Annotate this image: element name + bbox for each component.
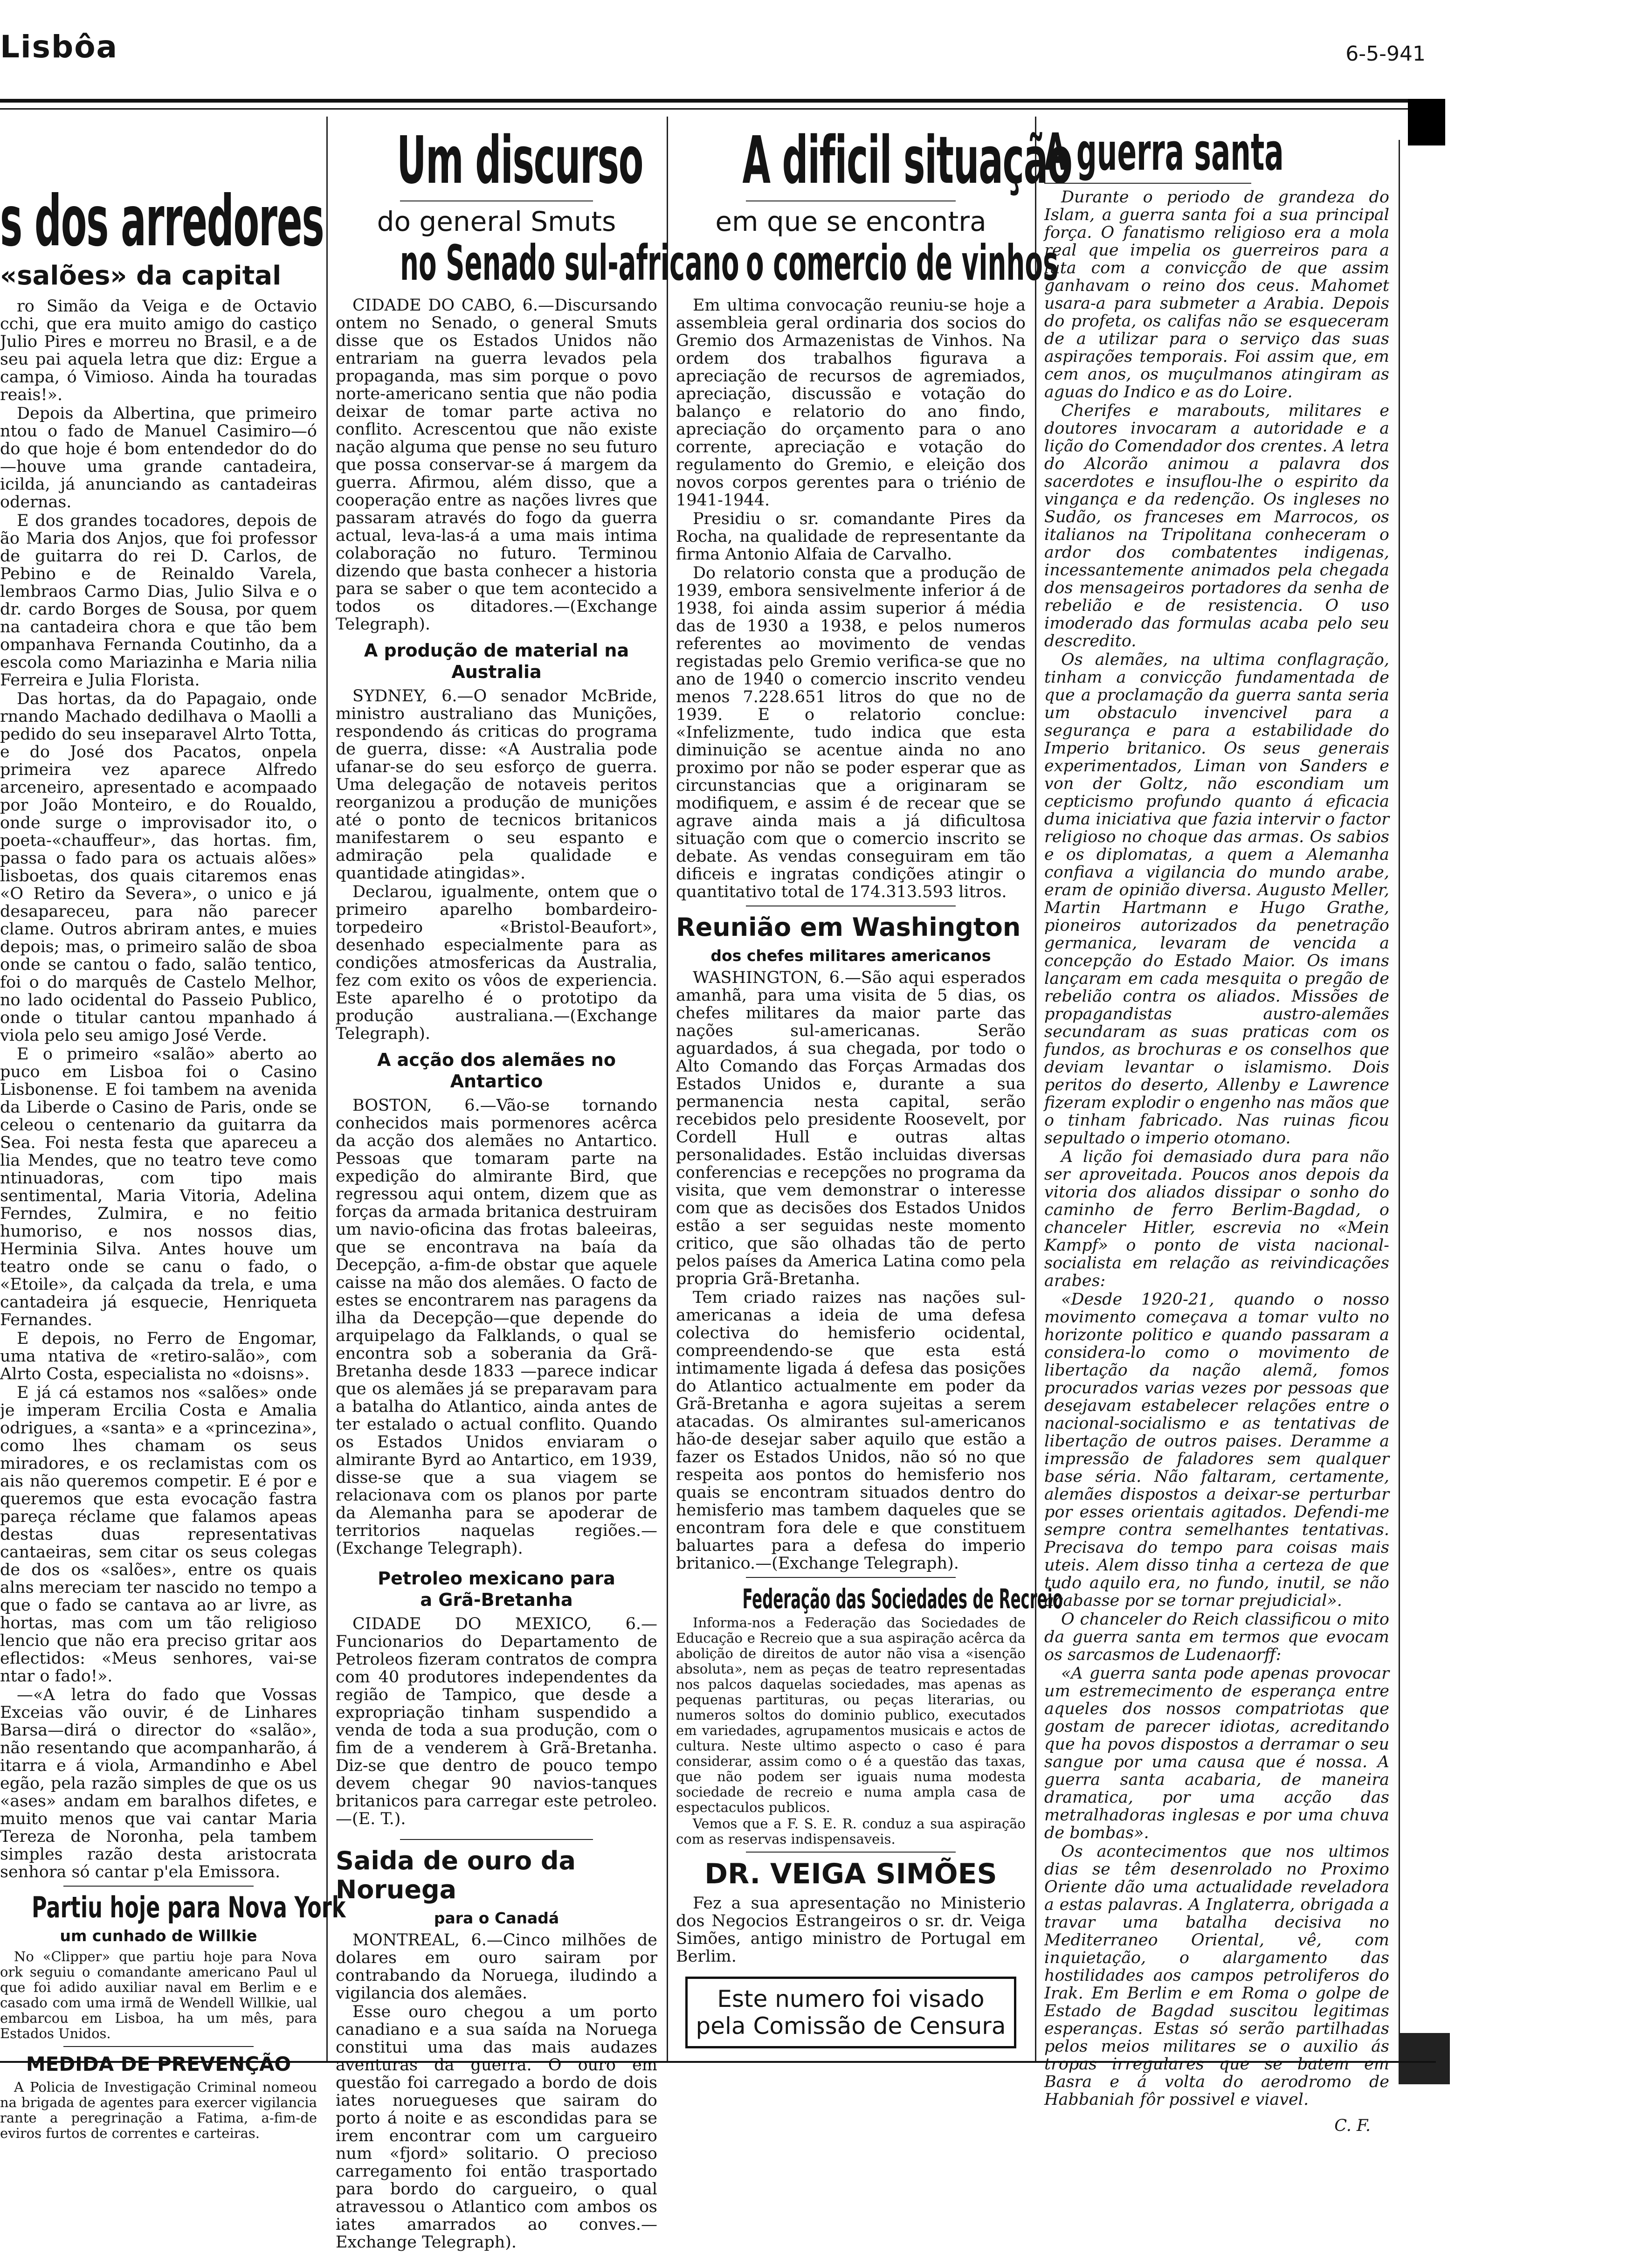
paragraph: Tem criado raizes nas nações sul-americanas a ideia de uma defesa colectiva do hemisferio ocidental, compreendendo-se que esta está intimamente ligada á defesa das posições do Atlantico actualmente em poder da Grã-Bretanha e agora sujeitas a serem atacadas. Os almirantes sul-americanos hão-de desejar saber aquilo que estão a fazer os Estados Unidos, não só no que respeita aos pontos do hemisferio nos quais se encontram situados dentro do hemisferio mas tambem daqueles que se encontram fora dele e que constituem baluartes para a defesa do imperio britanico.—(Exchange Telegraph). <box>676 1288 1026 1573</box>
paragraph: E já cá estamos nos «salões» onde je imperam Ercilia Costa e Amalia odrigues, a «santa» e a «princezina», como lhes chamam os seus miradores, e os reclamistas com os ais não queremos competir. E é por e queremos que esta evocação fastra pareça réclame que falamos apeas destas duas representativas cantaeiras, sem citar os seus colegas de dos os «salões», entre os quais alns mereciam ter nascido no tempo a que o fado se cantava ao ar livre, as hortas, mas com um tão religioso lencio que não era preciso gritar aos eflectidos: «Meus senhores, vai-se ntar o fado!». <box>0 1383 317 1686</box>
paragraph: Das hortas, da do Papagaio, onde rnando Machado dedilhava o Maolli a pedido do seu inseparavel Alrto Totta, e do José dos Pacatos, onpela primeira vez aparece Alfredo arceneiro, apresentado e acompaado por João Monteiro, e do Roualdo, onde surge o improvisador ito, o poeta-«chauffeur», das hortas. fim, passa o fado para os actuais alões» lisboetas, dos quais citaremos enas «O Retiro da Severa», o unico e já desapareceu, para não parecer clame. Outros abriram antes, e muies depois; mas, o primeiro salão de sboa onde se cantou o fado, salão tentico, foi o do marquês de Castelo Melhor, no lado ocidental do Passeio Publico, onde o titular cantou mpanhado á viola pelo seu amigo José Verde. <box>0 690 317 1045</box>
divider <box>1044 183 1251 184</box>
headline-federacao: Federação das Sociedades de Recreio <box>742 1583 1063 1615</box>
page-date: 6-5-941 <box>1345 42 1426 66</box>
headline-australia: A produção de material na Australia <box>364 640 629 682</box>
paragraph: E dos grandes tocadores, depois de ão Maria dos Anjos, que foi professor de guitarra do rei D. Carlos, de Pebino e de Reinaldo Varela, lembraos Carmo Dias, Julio Silva e o dr. cardo Borges de Sousa, por quem na cantadeira chora e que tão bem ompanhava Fernanda Coutinho, da a escola como Mariazinha e Maria nilia Ferreira e Julia Florista. <box>0 512 317 690</box>
subhead-canada: para o Canadá <box>434 1909 559 1927</box>
top-rule-thin <box>0 108 1436 110</box>
headline-dificil-situacao: A dificil situação <box>742 123 1072 199</box>
column-rule-1 <box>326 117 328 2061</box>
paragraph: Fez a sua apresentação no Ministerio dos Negocios Estrangeiros o sr. dr. Veiga Simões, antigo ministro de Portugal em Berlim. <box>676 1894 1026 1966</box>
divider <box>746 1577 956 1578</box>
headline-antartico: A acção dos alemães no Antartico <box>377 1050 616 1092</box>
paragraph: E depois, no Ferro de Engomar, uma ntativa de «retiro-salão», com Alrto Costa, especialista no «doisns». <box>0 1329 317 1383</box>
paragraph: «Desde 1920-21, quando o nosso movimento começava a tomar vulto no horizonte politico e quando passaram a considera-lo como o movimento de libertação da nação alemã, fomos procurados varias vezes por pessoas que desejavam estabelecer relações entre o nacional-socialismo e as tentativas de libertação de outros paises. Deramme a impressão de faladores sem qualquer base séria. Não faltaram, certamente, alemães dispostos a deixar-se perturbar por esses orientais agitados. Defendi-me sempre contra semelhantes tentativas. Precisava do tempo para coisas mais uteis. Alem disso tinha a certeza de que tudo aquilo era, no fundo, inutil, se não acabasse por se tornar prejudicial». <box>1044 1290 1389 1610</box>
censor-line-1: Este numero foi visado <box>717 1985 985 2012</box>
story-prevencao: A Policia de Investigação Criminal nomeou na brigada de agentes para exercer vigilancia rante a peregrinação a Fatima, a-fim-de eviros furtos de correntes e carteiras. <box>0 2079 317 2141</box>
deck-senado: no Senado sul-africano <box>400 235 739 291</box>
headline-prevencao: MEDIDA DE PREVENÇÃO <box>26 2053 291 2075</box>
top-rule <box>0 99 1436 103</box>
paragraph: SYDNEY, 6.—O senador McBride, ministro australiano das Munições, respondendo ás criticas do programa de guerra, disse: «A Australia pode ufanar-se do seu esforço de guerra. Uma delegação de notaveis peritos reorganizou a produção de munições até o ponto de tecnicos britanicos manifestarem o seu espanto e admiração pela qualidade e quantidade atingidas». <box>336 687 657 883</box>
paragraph: CIDADE DO MEXICO, 6.—Funcionarios do Departamento de Petroleos fizeram contratos de compra com 40 produtores independentes da região de Tampico, que desde a expropriação tinham suspendido a venda de toda a sua produção, com o fim de a venderem à Grã-Bretanha. Diz-se que dentro de pouco tempo devem chegar 90 navios-tanques britanicos para carregar este petroleo.—(E. T.). <box>336 1615 657 1828</box>
divider <box>63 2046 254 2047</box>
column-smuts <box>336 123 739 2252</box>
paragraph: Declarou, igualmente, ontem que o primeiro aparelho bombardeiro-torpedeiro «Bristol-Beaufort», desenhado especialmente para as condições atmosfericas da Australia, fez com exito os vôos de experiencia. Este aparelho é o prototipo da produção australiana.—(Exchange Telegraph). <box>336 883 657 1043</box>
deck-smuts: do general Smuts <box>377 206 616 237</box>
divider <box>746 1852 956 1853</box>
headline-washington: Reunião em Washington <box>676 913 1021 942</box>
paragraph: MONTREAL, 6.—Cinco milhões de dolares em ouro sairam por contrabando da Noruega, iludindo a vigilancia dos alemães. <box>336 1931 657 2003</box>
column-arredores <box>0 181 346 2141</box>
paragraph: WASHINGTON, 6.—São aqui esperados amanhã, para uma visita de 5 dias, os chefes militares da maior parte das nações sul-americanas. Serão aguardados, á sua chegada, por todo o Alto Comando das Forças Armadas dos Estados Unidos e, durante a sua permanencia nesta capital, serão recebidos pelo presidente Roosevelt, por Cordell Hull e outras altas personalidades. Estão incluidas diversas conferencias e recepções no programa da visita, que vem demonstrar o interesse com que as decisões dos Estados Unidos estão a ser seguidas neste momento critico, que são olhadas tão de perto pelos países da America Latina como pela propria Grã-Bretanha. <box>676 968 1026 1288</box>
paragraph: «A guerra santa pode apenas provocar um estremecimento de esperança entre aqueles dos nossos compatriotas que gostam de parecer idiotas, acreditando que ha povos dispostos a derramar o seu sangue por uma causa que é nossa. A guerra santa acabaria, de maneira dramatica, por uma acção das metralhadoras inglesas e por uma chuva de bombas». <box>1044 1664 1389 1842</box>
headline-discurso: Um discurso <box>397 123 643 199</box>
deck-encontra: em que se encontra <box>715 206 986 237</box>
censor-notice <box>685 1977 1016 2048</box>
paragraph: —«A letra do fado que Vossas Exceias vão ouvir, é de Linhares Barsa—dirá o director do «salão», não resentando que acompanharão, á itarra e á viola, Armandinho e Abel egão, pela razão simples de que os us «ases» andam em baralhos difetes, e muito menos que vai cantar Maria Tereza de Noronha, pela tambem simples razão desta aristocrata senhora só cantar p'ela Emissora. <box>0 1686 317 1881</box>
divider <box>400 1839 593 1840</box>
paragraph: Em ultima convocação reuniu-se hoje a assembleia geral ordinaria dos socios do Gremio dos Armazenistas de Vinhos. Na ordem dos trabalhos figurava a apreciação de recursos de agremiados, apreciação, discussão e votação do balanço e relatorio do ano findo, apreciação do orçamento para o ano corrente, apreciação e votação do regulamento do Gremio, e eleição dos novos corpos gerentes para o triénio de 1941-1944. <box>676 296 1026 510</box>
body-arredores <box>0 297 317 1881</box>
headline-veiga-simoes: DR. VEIGA SIMÕES <box>704 1858 997 1890</box>
headline-guerra-santa: A guerra santa <box>1044 122 1284 182</box>
paragraph: Cherifes e marabouts, militares e doutores invocaram a autoridade e a lição do Comendador dos crentes. A letra do Alcorão animou a palavra dos sacerdotes e insuflou-lhe o espirito da vingança e da redenção. Os ingleses no Sudão, os franceses em Marrocos, os italianos na Tripolitana conheceram o ardor dos combatentes indigenas, incessantemente animados pela chegada dos mensageiros portadores da senha de rebelião e de resistencia. O uso imoderado das formulas acaba pelo seu descredito. <box>1044 401 1389 650</box>
paragraph: BOSTON, 6.—Vão-se tornando conhecidos mais pormenores acêrca da acção dos alemães no Antartico. Pessoas que tomaram parte na expedição do almirante Bird, que regressou aqui ontem, dizem que as forças da armada britanica destruiram um navio-oficina das frotas baleeiras, que se encontrava na baía da Decepção, a-fim-de obstar que aquele caisse na mão dos alemães. O facto de estes se encontrarem nas paragens da ilha da Decepção—que depende do arquipelago da Falklands, o qual se encontra sob a soberania da Grã-Bretanha desde 1833 —parece indicar que os alemães já se preparavam para a batalha do Atlantico, ainda antes de ter estalado o actual conflito. Quando os Estados Unidos enviaram o almirante Byrd ao Antartico, em 1939, disse-se que a sua viagem se relacionava com os planos por parte da Alemanha para se apoderar de territorios naquelas regiões.—(Exchange Telegraph). <box>336 1096 657 1558</box>
column-vinhos <box>676 123 1072 2053</box>
column-rule-4 <box>1399 140 1400 2033</box>
bottom-rule <box>0 2061 1436 2063</box>
corner-block-top <box>1408 99 1445 145</box>
subhead-willkie: um cunhado de Willkie <box>60 1927 257 1945</box>
headline-petroleo-2: a Grã-Bretanha <box>420 1590 573 1610</box>
paragraph: E o primeiro «salão» aberto ao puco em Lisboa foi o Casino Lisbonense. E foi tambem na avenida da Liberde o Casino de Paris, onde se celeou o centenario da guitarra da Sea. Foi nesta festa que apareceu a lia Mendes, que no teatro teve como ntinuadoras, com tipo mais sentimental, Maria Vitoria, Adelina Ferndes, Zulmira, e no feitio humoriso, e nos nossos dias, Herminia Silva. Antes houve um teatro onde se canu o fado, o «Etoile», da calçada da trela, e uma cantadeira já esquecie, Henriqueta Fernandes. <box>0 1045 317 1329</box>
paragraph: A lição foi demasiado dura para não ser aproveitada. Poucos anos depois da vitoria dos aliados dissipar o sonho do caminho de ferro Berlim-Bagdad, o chanceler Hitler, escrevia no «Mein Kampf» o ponto de vista nacional-socialista em relação as reivindicações arabes: <box>1044 1148 1389 1290</box>
subhead-saloes: «salões» da capital <box>0 261 282 291</box>
column-rule-3 <box>1035 117 1036 2061</box>
signature: C. F. <box>1334 2116 1371 2135</box>
headline-petroleo-1: Petroleo mexicano para <box>378 1568 615 1589</box>
paragraph: Depois da Albertina, que primeiro ntou o fado de Manuel Casimiro—ó do que hoje é bom entendedor do do—houve uma grande cantadeira, icilda, já anunciando as cantadeiras odernas. <box>0 404 317 512</box>
masthead: Lisbôa <box>0 29 118 65</box>
deck-comercio-vinhos: o comercio de vinhos <box>746 235 1059 291</box>
paragraph: CIDADE DO CABO, 6.—Discursando ontem no Senado, o general Smuts disse que os Estados Unidos não entrariam na guerra levados pela propaganda, mas sim porque o povo norte-americano sentia que não podia deixar de tomar parte activa no conflito. Acrescentou que não existe nação alguma que pense no seu futuro que possa conservar-se á margem da guerra. Afirmou, além disso, que a cooperação entre as nações livres que passaram através do fogo da guerra actual, leva-las-á a uma mais intima colaboração no futuro. Terminou dizendo que basta conhecer a historia para se saber o que tem acontecido a todos os ditadores.—(Exchange Telegraph). <box>336 296 657 634</box>
divider <box>63 1886 254 1887</box>
paragraph: Os alemães, na ultima conflagração, tinham a convicção fundamentada de que a proclamação da guerra santa seria um obstaculo invencivel para a segurança e para a estabilidade do Imperio britanico. Os seus generais experimentados, Liman von Sanders e von der Goltz, não escondiam um cepticismo profundo quanto á eficacia duma iniciativa que fazia intervir o factor religioso no choque das armas. Os sabios e os diplomatas, a quem a Alemanha confiava a vigilancia do mundo arabe, eram de opinião diversa. Augusto Meller, Martin Hartmann e Hugo Grathe, pioneiros autorizados da penetração germanica, levaram de vencida a concepção do Estado Maior. Os imans lançaram em cada mesquita o pregão de rebelião contra os aliados. Missões de propagandistas austro-alemães secundaram as suas praticas com os fundos, as brochuras e os conselhos que deviam levantar o islamismo. Dois peritos do deserto, Allenby e Lawrence fizeram explodir o engenho nas mãos que o tinham fabricado. Nas ruinas ficou sepultado o imperio otomano. <box>1044 650 1389 1148</box>
paragraph: Esse ouro chegou a um porto canadiano e a sua saída na Noruega constitui uma das mais audazes aventuras da guerra. O ouro em questão foi carregado a bordo de dois iates noruegueses que sairam do porto á noite e as escondidas para se irem encontrar com um cargueiro num «fjord» solitario. O precioso carregamento foi então trasportado para bordo do cargueiro, o qual atravessou o Atlantico com ambos os iates amarrados ao conves.—Exchange Telegraph). <box>336 2003 657 2252</box>
paragraph: Vemos que a F. S. E. R. conduz a sua aspiração com as reservas indispensaveis. <box>676 1816 1026 1847</box>
paragraph: ro Simão da Veiga e de Octavio cchi, que era muito amigo do castiço Julio Pires e morreu no Brasil, e a de seu pai aquela letra que diz: Ergue a campa, ó Vimioso. Ainda ha touradas reais!». <box>0 297 317 404</box>
headline-arredores: s dos arredores <box>0 181 324 262</box>
story-nova-york: No «Clipper» que partiu hoje para Nova ork seguiu o comandante americano Paul ul que foi adido auxiliar naval em Berlim e e casado com uma irmã de Wendell Willkie, ual embarcou em Lisboa, ha um mês, para Estados Unidos. <box>0 1949 317 2041</box>
paragraph: Os acontecimentos que nos ultimos dias se têm desenrolado no Proximo Oriente dão uma actualidade reveladora a estas palavras. A Inglaterra, obrigada a travar uma batalha decisiva no Mediterraneo Oriental, vê, com inquietação, o alargamento das hostilidades aos campos petroliferos do Irak. Em Berlim e em Roma o golpe de Estado de Bagdad suscitou legitimas esperanças. Estas só serão partilhadas pelos meios militares se o auxilio ás tropas irregulares que se batem em Basra e á volta do aerodromo de Habbaniah fôr possivel e viavel. <box>1044 1842 1389 2109</box>
corner-block-bottom <box>1399 2033 1450 2084</box>
paragraph: Presidiu o sr. comandante Pires da Rocha, na qualidade de representante da firma Antonio Alfaia de Carvalho. <box>676 510 1026 564</box>
column-rule-2 <box>667 117 668 2061</box>
censor-line-2: pela Comissão de Censura <box>696 2012 1006 2040</box>
column-guerra-santa <box>1044 122 1389 2135</box>
headline-ouro-noruega: Saida de ouro da Noruega <box>336 1846 576 1904</box>
subhead-chefes-militares: dos chefes militares americanos <box>710 947 991 965</box>
paragraph: Durante o periodo de grandeza do Islam, a guerra santa foi a sua principal força. O fanatismo religioso era a mola real que impelia os guerreiros para a luta com a convicção de que assim ganhavam o reino dos ceus. Mahomet usara-a para submeter a Arabia. Depois do profeta, os califas não se esqueceram de a utilizar para o serviço das suas aspirações temporais. Foi assim que, em cem anos, os muçulmanos atingiram as aguas do Indico e as do Loire. <box>1044 188 1389 401</box>
headline-nova-york: Partiu hoje para Nova York <box>32 1890 346 1924</box>
paragraph: Informa-nos a Federação das Sociedades de Educação e Recreio que a sua aspiração acêrca da abolição de direitos de autor não visa a «isenção absoluta», nem as peças de teatro representadas nos palcos daquelas sociedades, mas apenas as pequenas partituras, ou peças literarias, ou numeros soltos do dominio publico, executados em variedades, agrupamentos musicais e actos de cultura. Neste ultimo aspecto o caso é para considerar, assim como o é a questão das taxas, que não podem ser iguais numa modesta sociedade de recreio e numa ampla casa de espectaculos publicos. <box>676 1615 1026 1815</box>
paragraph: O chanceler do Reich classificou o mito da guerra santa em termos que evocam os sarcasmos de Ludenaorff: <box>1044 1610 1389 1664</box>
paragraph: Do relatorio consta que a produção de 1939, embora sensivelmente inferior á de 1938, foi ainda assim superior á média das de 1930 a 1938, e pelos numeros referentes ao movimento de vendas registadas pelo Gremio verifica-se que no ano de 1940 o comercio inscrito vendeu menos 7.228.651 litros do que no de 1939. E o relatorio conclue: «Infelizmente, tudo indica que esta diminuição se acentue ainda no ano proximo por não se poder esperar que as circunstancias que a originaram se modifiquem, e assim é de recear que se agrave ainda mais a já dificultosa situação com que o comercio inscrito se debate. As vendas conseguiram em tão dificeis e ingratas condições atingir o quantitativo total de 174.313.593 litros. <box>676 564 1026 901</box>
